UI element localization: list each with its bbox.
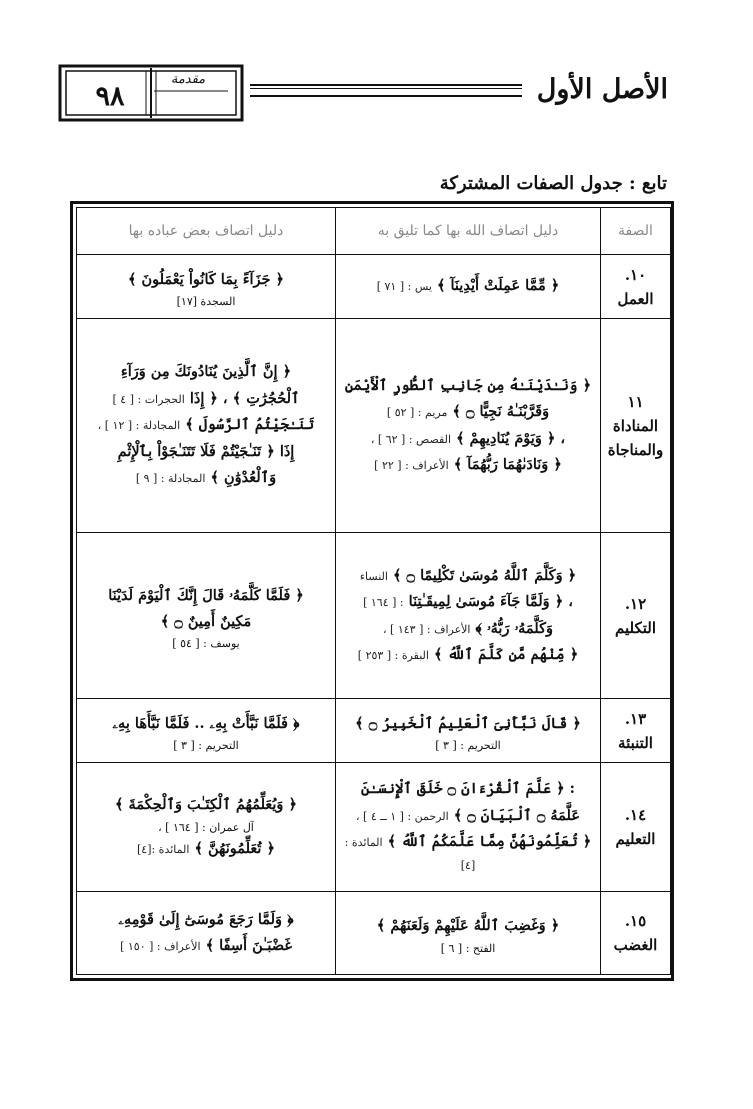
verse-line: ، ﴿ وَيَوْمَ يُنَادِيهِمْ ﴾ القصص : [ ٦٢ ] ، [370,429,566,447]
table-row [77,763,671,892]
part-title: الأصل الأول [536,74,668,105]
header-divider [250,84,522,97]
servants-evidence-cell [77,763,336,892]
verse-line: ﴿ جَزَآءً بِمَا كَانُواْ يَعْمَلُونَ ﴾ [127,270,285,288]
table-subtitle: تابع : جدول الصفات المشتركة [439,173,667,194]
verse-reference: التحريم : [ ٣ ] [173,739,239,753]
table-row [77,255,671,319]
verse-line: ٱلْحُجُرَٰتِ ﴾ ، ﴿ إِذَا الحجرات : [ ٤ ] [112,389,300,407]
verse-line: ﴿ إِنَّ ٱلَّذِينَ يُنَادُونَكَ مِن وَرَآءِ [120,363,292,381]
verse-reference: يوسف : [ ٥٤ ] [172,637,240,651]
servants-evidence-cell [77,891,336,974]
verse-line: ﴿ وَكَلَّمَ ٱللَّهُ مُوسَىٰ تَكْلِيمًا ۝ ﴾ النساء [359,566,577,584]
attribute-cell [601,891,671,974]
verse-line: ﴿ وَغَضِبَ ٱللَّهُ عَلَيْهِمْ وَلَعَنَهُمْ ﴾ [376,917,560,935]
verse-reference: : [ ١٦٤ ] [363,596,404,610]
verse-line: ﴿ تُعَلِّمُونَهُنَّ ﴾ المائدة :[٤] [136,839,276,857]
book-icon [58,64,244,122]
attribute-number: ١٤. [624,806,647,825]
verse-line: ﴿ مِّنْهُم مَّن كَلَّمَ ٱللَّهُ ﴾ البقرة : [ ٢٥٣ ] [357,645,579,663]
table-row [77,891,671,974]
verse-reference: مريم : [ ٥٢ ] [386,406,448,420]
table-row [77,533,671,699]
verse-line: ﴿ فَلَمَّا كَلَّمَهُۥ قَالَ إِنَّكَ ٱلْيَوْمَ لَدَيْنَا [108,586,304,604]
verse-line: مَكِينٌ أَمِينٌ ۝ ﴾ [160,613,252,630]
verse-line: غَضْبَـٰنَ أَسِفًا ﴾ الأعراف : [ ١٥٠ ] [120,936,292,954]
servants-evidence-cell [77,255,336,319]
verse-reference: الحجرات : [ ٤ ] [112,392,185,406]
verse-reference: النساء [359,569,388,583]
verse-reference: الفتح : [ ٦ ] [440,941,496,955]
attribute-name: التعليم [615,830,656,849]
attribute-name: المناداة والمناجاة [607,416,664,459]
attribute-number: ١١ [627,392,644,411]
allah-evidence-cell [336,763,601,892]
attributes-table [70,201,674,981]
section-badge: مقدمة [170,72,206,87]
attribute-cell [601,699,671,763]
verse-line: ﴿ قَالَ نَبَّأَنِىَ ٱلْعَلِيمُ ٱلْخَبِيرُ ۝ ﴾ [355,714,581,732]
verse-reference: التحريم : [ ٣ ] [435,739,501,753]
verse-reference: المائدة : [٤] [344,836,476,872]
verse-reference: الأعراف : [ ١٥٠ ] [120,939,201,953]
verse-line: عَلَّمَهُ ۝ ٱلْبَيَانَ ۝ ﴾ الرحمن : [ ١ ــ ٤ ] ، [356,806,580,824]
table-row [77,699,671,763]
attribute-cell [601,763,671,892]
allah-evidence-cell [336,255,601,319]
table-header-row [77,208,671,255]
allah-evidence-cell [336,699,601,763]
attribute-name: العمل [617,289,654,308]
attribute-name: التنبئة [618,733,653,752]
header-attribute: الصفة [601,208,671,255]
verse-reference: المائدة :[٤] [136,842,190,856]
allah-evidence-cell [336,319,601,533]
page-number: ٩٨ [95,81,125,112]
header-allah-evidence: دليل اتصاف الله بها كما تليق به [336,208,601,255]
allah-evidence-cell [336,891,601,974]
verse-reference: الأعراف : [ ٢٢ ] [374,459,449,473]
attribute-cell [601,255,671,319]
verse-line: وَقَرَّبْنَـٰهُ نَجِيًّا ۝ ﴾ مريم : [ ٥٢ ] [386,403,550,421]
verse-reference: آل عمران : [ ١٦٤ ] ، [158,820,254,834]
attribute-number: ١٢. [624,594,647,613]
verse-line: ﴿ وَنَادَىٰهُمَا رَبُّهُمَآ ﴾ الأعراف : [ ٢٢ ] [374,456,562,474]
attribute-number: ١٣. [624,709,647,728]
servants-evidence-cell [77,319,336,533]
verse-reference: القصص : [ ٦٢ ] ، [370,432,452,446]
verse-reference: البقرة : [ ٢٥٣ ] [357,648,429,662]
verse-reference: الأعراف : [ ١٤٣ ] ، [383,622,471,636]
verse-line: وَكَلَّمَهُۥ رَبُّهُۥ ﴾ الأعراف : [ ١٤٣ ] ، [383,619,553,637]
verse-line: تَنَـٰجَيْتُمُ ٱلرَّسُولَ ﴾ المجادلة : [ ١٢ ] ، [97,416,315,434]
verse-line: ﴿ وَيُعَلِّمُهُمُ ٱلْكِتَـٰبَ وَٱلْحِكْمَةَ ﴾ [115,796,297,814]
verse-reference: الرحمن : [ ١ ــ ٤ ] ، [356,809,449,823]
table-body [77,255,671,975]
verse-line: ﴿ وَلَمَّا رَجَعَ مُوسَىٰٓ إِلَىٰ قَوْمِهِۦ [118,910,294,928]
verse-line: وَٱلْعُدْوَٰنِ ﴾ المجادلة : [ ٩ ] [135,469,277,487]
attribute-cell [601,533,671,699]
verse-line: إِذَا ﴿ تَنَـٰجَيْتُمْ فَلَا تَتَنَـٰجَوْاْ بِٱلْإِثْمِ [117,442,295,460]
verse-line: ﴿ وَنَـٰدَيْنَـٰهُ مِن جَانِبِ ٱلطُّورِ ٱلْأَيْمَنِ [344,376,592,394]
servants-evidence-cell [77,699,336,763]
verse-reference: يس : [ ٧١ ] [376,280,432,294]
attribute-number: ١٥. [624,911,647,930]
attribute-number: ١٠. [624,265,647,284]
verse-line: ، ﴿ وَلَمَّا جَآءَ مُوسَىٰ لِمِيقَـٰتِنَا : [ ١٦٤ ] [363,593,573,611]
header-servants-evidence: دليل اتصاف بعض عباده بها [77,208,336,255]
attribute-cell [601,319,671,533]
table-row [77,319,671,533]
servants-evidence-cell [77,533,336,699]
page-header [40,56,680,131]
allah-evidence-cell [336,533,601,699]
attribute-name: التكليم [614,618,657,637]
verse-reference: المجادلة : [ ٩ ] [135,472,206,486]
verse-reference: السجدة [١٧] [176,295,236,309]
verse-reference: المجادلة : [ ١٢ ] ، [97,419,181,433]
attribute-name: الغضب [613,935,658,954]
verse-line: : ﴿ عَلَّمَ ٱلْقُرْءَانَ ۝ خَلَقَ ٱلْإِنسَـٰنَ [360,780,576,798]
verse-line: ﴿ مِّمَّا عَمِلَتْ أَيْدِينَآ ﴾ يس : [ ٧١ ] [376,277,560,295]
verse-line: ﴿ فَلَمَّا نَبَّأَتْ بِهِۦ .. فَلَمَّا نَبَّأَهَا بِهِۦ [112,714,300,732]
verse-line: ﴿ تُعَلِّمُونَهُنَّ مِمَّا عَلَّمَكُمُ ٱللَّهُ ﴾ المائدة : [٤] [344,833,592,872]
